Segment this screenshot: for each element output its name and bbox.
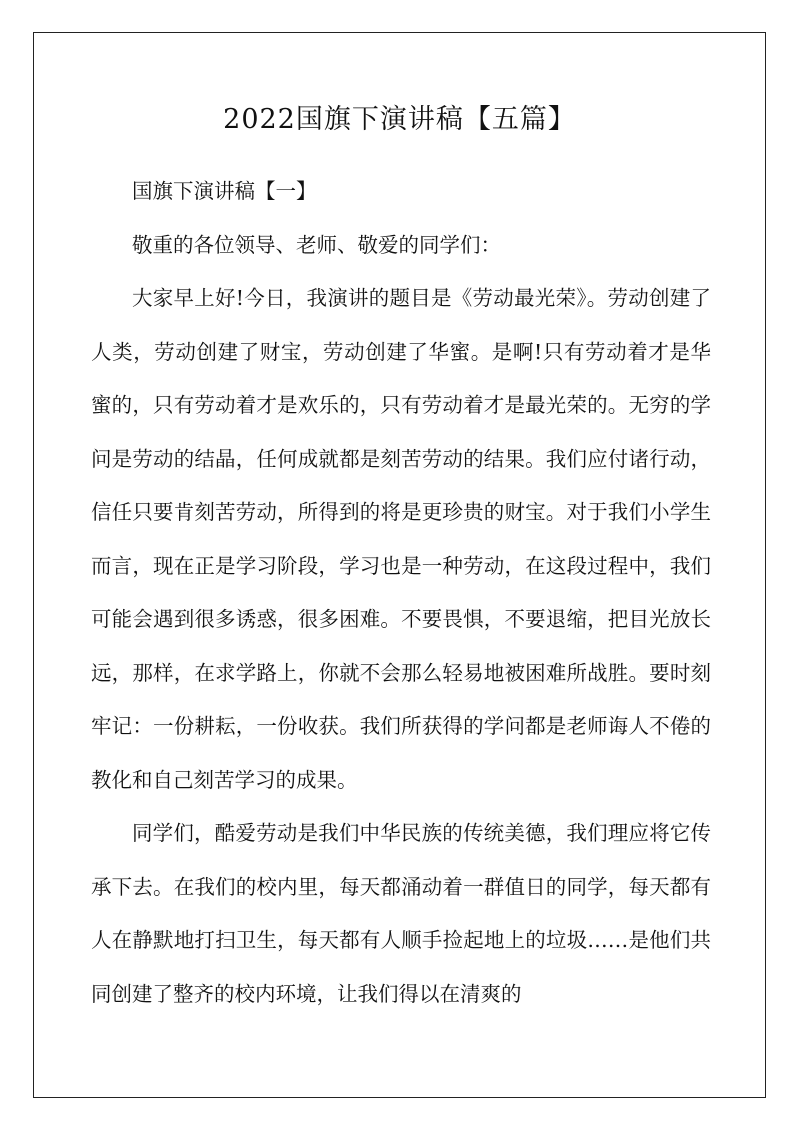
paragraph-1: 大家早上好!今日，我演讲的题目是《劳动最光荣》。劳动创建了人类，劳动创建了财宝，劳动创建了华蜜。是啊!只有劳动着才是华蜜的，只有劳动着才是欢乐的，只有劳动着才是最光荣的。无穷的学问是劳动的结晶，任何成就都是刻苦劳动的结果。我们应付诸行动，信任只要肯刻苦劳动，所得到的将是更珍贵的财宝。对于我们小学生而言，现在正是学习阶段，学习也是一种劳动，在这段过程中，我们可能会遇到很多诱惑，很多困难。不要畏惧，不要退缩，把目光放长远，那样，在求学路上，你就不会那么轻易地被困难所战胜。要时刻牢记：一份耕耘，一份收获。我们所获得的学问都是老师诲人不倦的教化和自己刻苦学习的成果。	[91, 286, 711, 792]
paragraph-2: 同学们，酷爱劳动是我们中华民族的传统美德，我们理应将它传承下去。在我们的校内里，每天都涌动着一群值日的同学，每天都有人在静默地打扫卫生，每天都有人顺手捡起地上的垃圾……是他们共同创建了整齐的校内环境，让我们得以在清爽的	[91, 821, 711, 1006]
document-body	[91, 165, 711, 1021]
greeting-line: 敬重的各位领导、老师、敬爱的同学们：	[132, 232, 501, 257]
section-heading: 国旗下演讲稿【一】	[132, 179, 317, 203]
document-title: 2022国旗下演讲稿【五篇】	[223, 104, 576, 135]
